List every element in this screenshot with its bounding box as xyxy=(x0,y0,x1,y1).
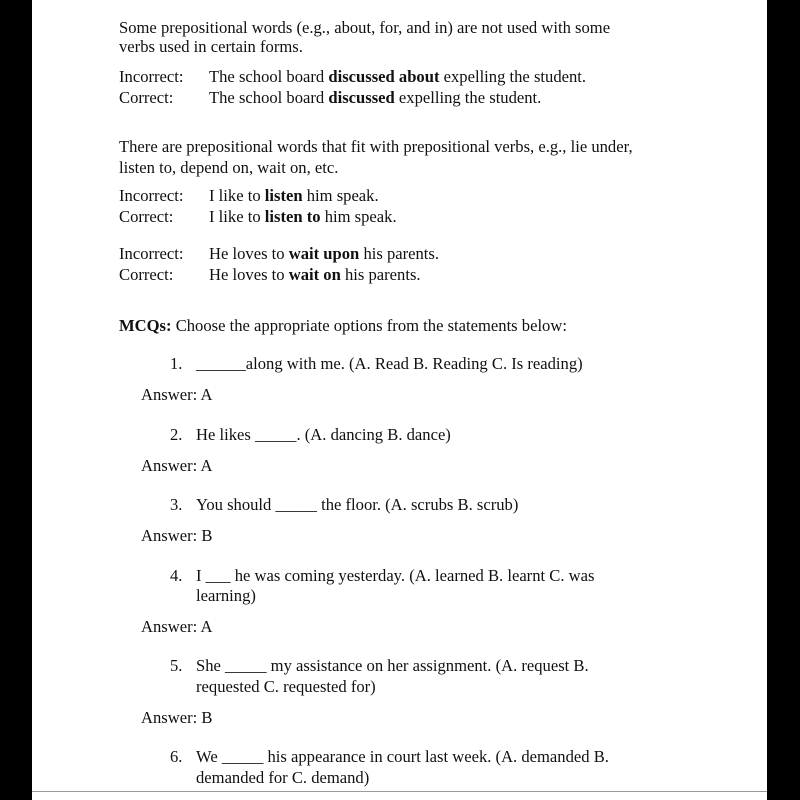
correct-label: Correct: xyxy=(119,88,174,107)
example-sentence xyxy=(209,67,586,87)
question-number: 4. xyxy=(170,566,183,585)
text: I like to xyxy=(209,186,265,205)
text: I like to xyxy=(209,207,265,226)
answer-text: Answer: B xyxy=(141,526,213,545)
answer-text: Answer: A xyxy=(141,456,213,475)
text: He loves to xyxy=(209,244,289,263)
bold-text: wait on xyxy=(288,265,341,284)
example-sentence xyxy=(209,207,397,227)
right-black-border xyxy=(767,0,800,800)
question-4-continued: learning) xyxy=(196,586,256,605)
mcq-heading xyxy=(119,316,567,336)
bold-text: listen xyxy=(264,186,303,205)
question-number: 2. xyxy=(170,425,183,444)
question-number: 1. xyxy=(170,354,183,373)
text: his parents. xyxy=(359,244,440,263)
correct-label: Correct: xyxy=(119,207,174,226)
text: He loves to xyxy=(209,265,289,284)
text: expelling the student. xyxy=(439,67,587,86)
question-text: We _____ his appearance in court last week. (A. demanded B. xyxy=(196,747,609,766)
bold-text: discussed about xyxy=(328,67,440,86)
question-number: 3. xyxy=(170,495,183,514)
question-number: 5. xyxy=(170,656,183,675)
mcq-instruction: Choose the appropriate options from the statements below: xyxy=(171,316,567,335)
question-number: 6. xyxy=(170,747,183,766)
example-sentence xyxy=(209,265,421,285)
left-black-border xyxy=(0,0,32,800)
incorrect-label: Incorrect: xyxy=(119,186,184,205)
answer-text: Answer: A xyxy=(141,617,213,636)
intro2-line2: listen to, depend on, wait on, etc. xyxy=(119,158,339,177)
question-text: I ___ he was coming yesterday. (A. learned B. learnt C. was xyxy=(196,566,595,585)
question-5-continued: requested C. requested for) xyxy=(196,677,376,696)
intro1-line1: Some prepositional words (e.g., about, for, and in) are not used with some xyxy=(119,18,611,37)
incorrect-label: Incorrect: xyxy=(119,67,184,86)
example-sentence xyxy=(209,88,541,108)
bold-text: listen to xyxy=(264,207,321,226)
example-sentence xyxy=(209,186,379,206)
answer-text: Answer: B xyxy=(141,708,213,727)
bold-text: discussed xyxy=(328,88,395,107)
page-bottom-divider xyxy=(32,791,767,792)
text: him speak. xyxy=(302,186,379,205)
text: his parents. xyxy=(340,265,421,284)
question-6-continued: demanded for C. demand) xyxy=(196,768,370,787)
text: expelling the student. xyxy=(394,88,542,107)
mcq-label: MCQs: xyxy=(119,316,172,335)
question-text: She _____ my assistance on her assignment. (A. request B. xyxy=(196,656,589,675)
intro1-line2: verbs used in certain forms. xyxy=(119,37,303,56)
question-text: He likes _____. (A. dancing B. dance) xyxy=(196,425,451,444)
question-text: You should _____ the floor. (A. scrubs B. scrub) xyxy=(196,495,519,514)
intro2-line1: There are prepositional words that fit with prepositional verbs, e.g., lie under, xyxy=(119,137,633,156)
text: The school board xyxy=(209,67,329,86)
incorrect-label: Incorrect: xyxy=(119,244,184,263)
question-text: ______along with me. (A. Read B. Reading C. Is reading) xyxy=(196,354,583,373)
bold-text: wait upon xyxy=(288,244,360,263)
text: The school board xyxy=(209,88,329,107)
text: him speak. xyxy=(320,207,397,226)
example-sentence xyxy=(209,244,439,264)
correct-label: Correct: xyxy=(119,265,174,284)
answer-text: Answer: A xyxy=(141,385,213,404)
